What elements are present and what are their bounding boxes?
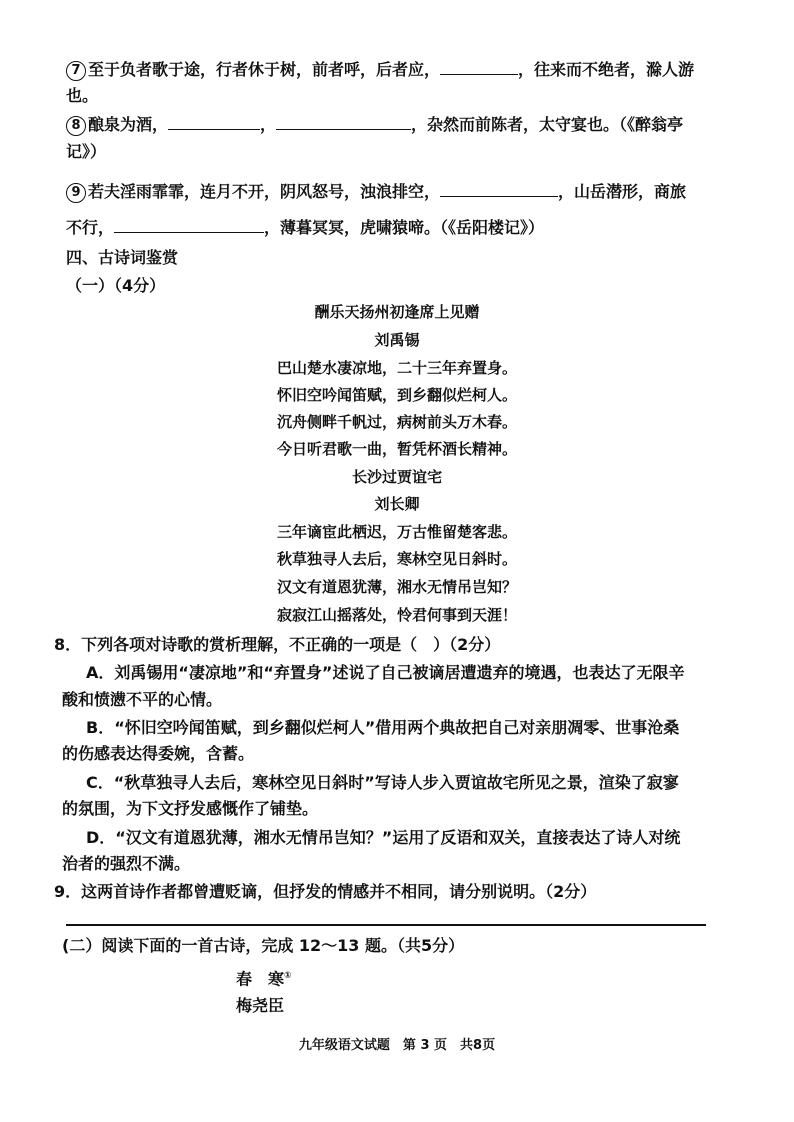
question-8-stem: 8．下列各项对诗歌的赏析理解，不正确的一项是（ ）（2分） <box>54 635 501 654</box>
answer-blank[interactable] <box>168 113 260 130</box>
poem-line: 汉文有道恩犹薄，湘水无情吊岂知？ <box>276 578 517 596</box>
poem-title: 长沙过贾谊宅 <box>351 468 442 486</box>
text: ，薄暮冥冥，虎啸猿啼。（《岳阳楼记》） <box>264 218 545 237</box>
text: 酿泉为酒， <box>88 115 169 134</box>
poem-author: 梅尧臣 <box>236 996 285 1015</box>
fill-in-q8-line1 <box>66 113 683 137</box>
answer-blank[interactable] <box>276 113 411 130</box>
poem-line: 沉舟侧畔千帆过，病树前头万木春。 <box>276 413 517 431</box>
circled-number: 8 <box>66 116 86 136</box>
option-a-line1[interactable]: A．刘禹锡用“凄凉地”和“弃置身”述说了自己被谪居遭遗弃的境遇，也表达了无限辛 <box>86 663 685 682</box>
subsection-heading: （一）（4分） <box>66 276 166 295</box>
fill-in-q7-line1 <box>66 58 694 82</box>
option-c-line1[interactable]: C．“秋草独寻人去后，寒林空见日斜时”写诗人步入贾谊故宅所见之景，渲染了寂寥 <box>86 773 679 792</box>
poem-title <box>236 964 292 991</box>
poem-author: 刘禹锡 <box>374 331 420 349</box>
text: ，杂然而前陈者，太守宴也。（《醉翁亭 <box>411 115 684 134</box>
option-d-line2: 治者的强烈不满。 <box>62 854 191 873</box>
poem-line: 今日听君歌一曲，暂凭杯酒长精神。 <box>276 440 517 458</box>
text: ， <box>260 115 277 134</box>
answer-line[interactable] <box>66 924 706 926</box>
footnote-mark: ① <box>284 971 292 981</box>
poem-line: 寂寂江山摇落处，怜君何事到天涯！ <box>276 606 517 624</box>
fill-in-q7-line2: 也。 <box>66 86 99 105</box>
answer-blank[interactable] <box>440 58 518 75</box>
circled-number: 7 <box>66 61 86 81</box>
answer-blank[interactable] <box>114 216 264 233</box>
answer-blank[interactable] <box>440 180 558 197</box>
poem-line: 巴山楚水凄凉地，二十三年弃置身。 <box>276 359 517 377</box>
section-heading: 四、古诗词鉴赏 <box>66 248 179 267</box>
page-footer: 九年级语文试题 第 3 页 共8页 <box>298 1038 496 1053</box>
fill-in-q9-line1 <box>66 180 686 204</box>
text: ，山岳潜形，商旅 <box>558 182 687 201</box>
text: 至于负者歌于途，行者休于树，前者呼，后者应， <box>88 60 441 79</box>
circled-number: 9 <box>66 183 86 203</box>
option-c-line2: 的氛围，为下文抒发感慨作了铺垫。 <box>62 799 319 818</box>
option-a-line2: 酸和愤懑不平的心情。 <box>62 690 223 709</box>
option-b-line1[interactable]: B．“怀旧空吟闻笛赋，到乡翻似烂柯人”借用两个典故把自己对亲朋凋零、世事沧桑 <box>86 718 680 737</box>
subsection-heading: (二）阅读下面的一首古诗，完成 12～13 题。（共5分） <box>62 936 465 955</box>
poem-line: 三年谪宦此栖迟，万古惟留楚客悲。 <box>276 523 517 541</box>
option-b-line2: 的伤感表达得委婉，含蓄。 <box>62 744 255 763</box>
poem-line: 秋草独寻人去后，寒林空见日斜时。 <box>276 550 517 568</box>
fill-in-q8-line2: 记》） <box>66 142 107 161</box>
question-9-stem: 9．这两首诗作者都曾遭贬谪，但抒发的情感并不相同，请分别说明。（2分） <box>54 882 597 901</box>
option-d-line1[interactable]: D．“汉文有道恩犹薄，湘水无情吊岂知？”运用了反语和双关，直接表达了诗人对统 <box>86 828 681 847</box>
poem-title: 酬乐天扬州初逢席上见赠 <box>314 303 480 321</box>
text: ，往来而不绝者，滁人游 <box>518 60 695 79</box>
poem-author: 刘长卿 <box>374 495 420 513</box>
poem-line: 怀旧空吟闻笛赋，到乡翻似烂柯人。 <box>276 386 517 404</box>
fill-in-q9-line2 <box>66 216 544 240</box>
text: 若夫淫雨霏霏，连月不开，阴风怒号，浊浪排空， <box>88 182 441 201</box>
text: 春 寒 <box>236 969 285 989</box>
text: 不行， <box>66 218 115 237</box>
